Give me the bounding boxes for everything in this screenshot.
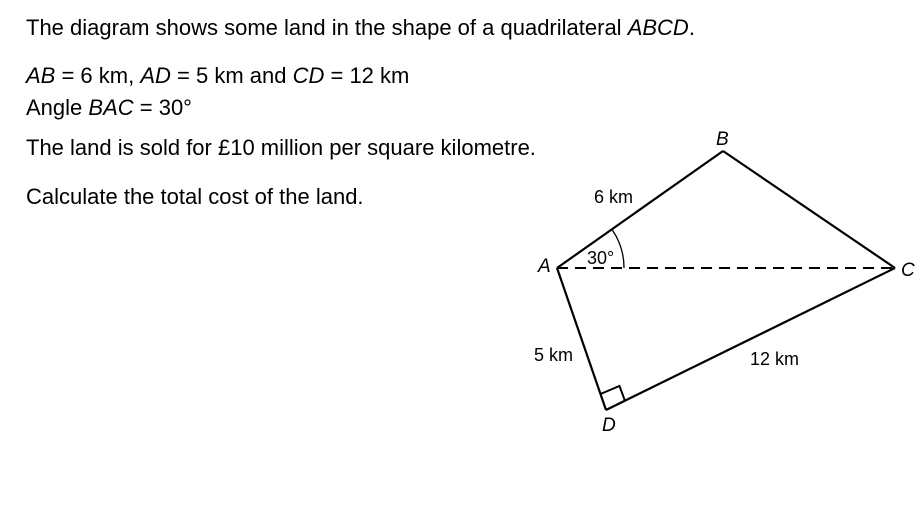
side-bc-line <box>723 151 895 268</box>
side-ab-name: AB <box>26 63 56 88</box>
angle-prefix: Angle <box>26 95 89 120</box>
side-ab-line <box>557 151 723 268</box>
side-label-ad: 5 km <box>534 345 574 365</box>
right-angle-marker-d <box>601 386 626 401</box>
price-statement: The land is sold for £10 million per square kilometre. <box>26 135 536 160</box>
intro-shape-name: ABCD <box>627 15 689 40</box>
task-instruction: Calculate the total cost of the land. <box>26 184 364 209</box>
side-cd-line <box>606 268 895 410</box>
vertex-label-a: A <box>538 256 551 277</box>
side-label-cd: 12 km <box>750 349 800 369</box>
vertex-label-b: B <box>716 129 729 150</box>
angle-name: BAC <box>88 95 134 120</box>
vertex-label-d: D <box>602 415 616 436</box>
side-ad-name: AD <box>140 63 171 88</box>
angle-value: = 30° <box>133 95 192 120</box>
intro-text-before: The diagram shows some land in the shape of a quadrilateral <box>26 15 628 40</box>
vertex-label-c: C <box>901 260 915 281</box>
angle-label-bac: 30° <box>587 248 615 268</box>
side-cd-value: = 12 km <box>324 63 410 88</box>
side-cd-name: CD <box>292 63 325 88</box>
side-ab-value: = 6 km, <box>55 63 141 88</box>
intro-text-after: . <box>688 15 695 40</box>
side-ad-value: = 5 km and <box>170 63 293 88</box>
side-label-ab: 6 km <box>594 187 634 207</box>
side-da-line <box>557 268 606 410</box>
